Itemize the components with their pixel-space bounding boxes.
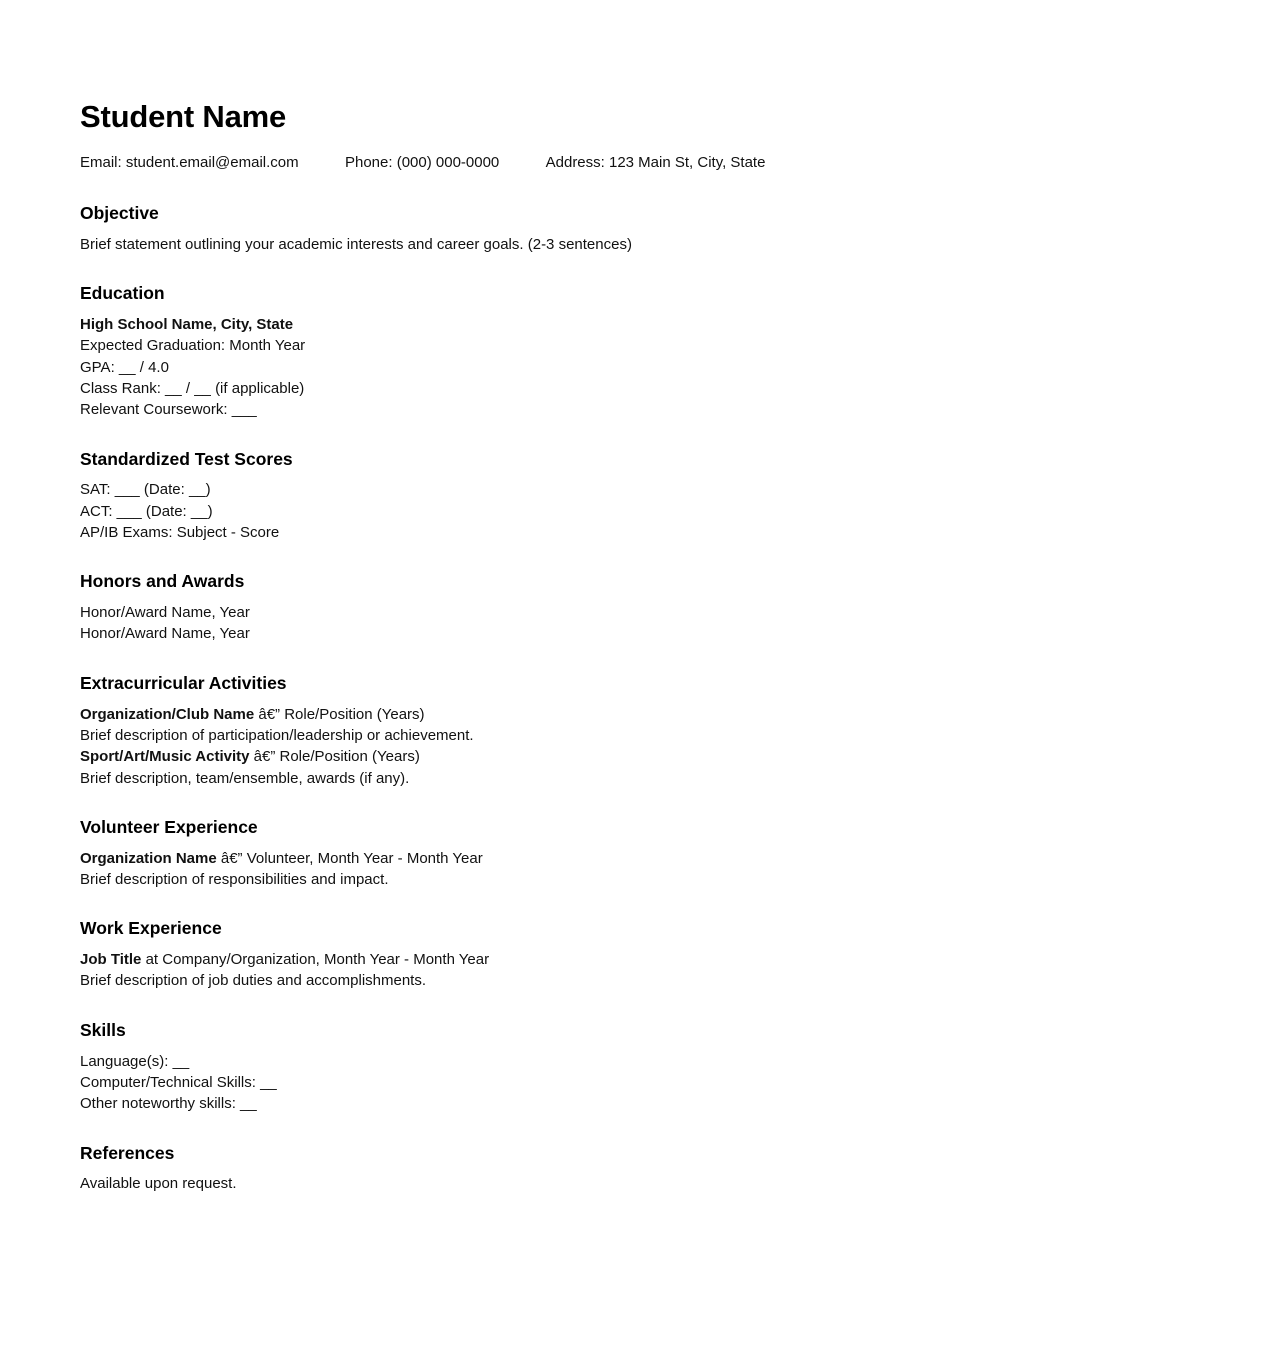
- section-heading-skills: Skills: [80, 1019, 126, 1040]
- skills-languages: Language(s): __: [80, 1052, 190, 1070]
- references-text: Available upon request.: [80, 1175, 237, 1193]
- extracurricular-role: â€” Role/Position (Years): [249, 748, 420, 766]
- section-honors: [80, 571, 840, 644]
- volunteer-role: â€” Volunteer, Month Year - Month Year: [216, 849, 483, 867]
- volunteer-entry-heading: [80, 848, 840, 869]
- work-company-dates: at Company/Organization, Month Year - Month Year: [141, 951, 490, 969]
- extracurricular-entry-heading: [80, 746, 840, 767]
- test-score-ap-ib: AP/IB Exams: Subject - Score: [80, 523, 280, 541]
- resume-document: [80, 100, 840, 1195]
- contact-phone: Phone: (000) 000-0000: [344, 153, 500, 171]
- section-volunteer: [80, 817, 840, 890]
- section-heading-education: Education: [80, 283, 165, 304]
- page-title: Student Name: [80, 99, 287, 134]
- section-objective: [80, 203, 840, 255]
- extracurricular-role: â€” Role/Position (Years): [254, 705, 425, 723]
- skills-other: Other noteworthy skills: __: [80, 1095, 257, 1113]
- contact-address: Address: 123 Main St, City, State: [545, 153, 766, 171]
- extracurricular-activity: Sport/Art/Music Activity: [80, 748, 250, 766]
- section-heading-honors: Honors and Awards: [80, 571, 245, 592]
- extracurricular-description: Brief description of participation/leadership or achievement.: [80, 726, 474, 744]
- honor-entry: Honor/Award Name, Year: [80, 625, 250, 643]
- objective-text: Brief statement outlining your academic interests and career goals. (2-3 sentences): [80, 235, 632, 253]
- contact-email: Email: student.email@email.com: [80, 153, 299, 171]
- extracurricular-description: Brief description, team/ensemble, awards (if any).: [80, 769, 410, 787]
- section-test-scores: [80, 449, 840, 544]
- education-coursework: Relevant Coursework: ___: [80, 401, 257, 419]
- contact-line: [80, 153, 840, 173]
- work-entry-heading: [80, 949, 840, 970]
- work-job-title: Job Title: [80, 951, 142, 969]
- education-school: High School Name, City, State: [80, 316, 294, 334]
- section-heading-work: Work Experience: [80, 918, 222, 939]
- extracurricular-entry: [80, 746, 840, 789]
- work-description: Brief description of job duties and accomplishments.: [80, 972, 427, 990]
- section-heading-extracurricular: Extracurricular Activities: [80, 672, 287, 693]
- section-heading-references: References: [80, 1142, 175, 1163]
- section-education: [80, 283, 840, 420]
- skills-technical: Computer/Technical Skills: __: [80, 1073, 277, 1091]
- honor-entry: Honor/Award Name, Year: [80, 604, 250, 622]
- section-heading-volunteer: Volunteer Experience: [80, 816, 258, 837]
- extracurricular-entry-heading: [80, 704, 840, 725]
- education-gpa: GPA: __ / 4.0: [80, 358, 169, 376]
- education-graduation: Expected Graduation: Month Year: [80, 337, 306, 355]
- volunteer-description: Brief description of responsibilities and impact.: [80, 870, 389, 888]
- test-score-sat: SAT: ___ (Date: __): [80, 481, 211, 499]
- section-heading-test-scores: Standardized Test Scores: [80, 448, 293, 469]
- section-references: [80, 1143, 840, 1195]
- volunteer-entry: [80, 848, 840, 891]
- section-work: [80, 918, 840, 991]
- volunteer-organization: Organization Name: [80, 849, 217, 867]
- test-score-act: ACT: ___ (Date: __): [80, 502, 213, 520]
- section-extracurricular: [80, 673, 840, 789]
- extracurricular-organization: Organization/Club Name: [80, 705, 255, 723]
- education-class-rank: Class Rank: __ / __ (if applicable): [80, 379, 305, 397]
- section-skills: [80, 1020, 840, 1115]
- extracurricular-entry: [80, 704, 840, 747]
- work-entry: [80, 949, 840, 992]
- section-heading-objective: Objective: [80, 202, 159, 223]
